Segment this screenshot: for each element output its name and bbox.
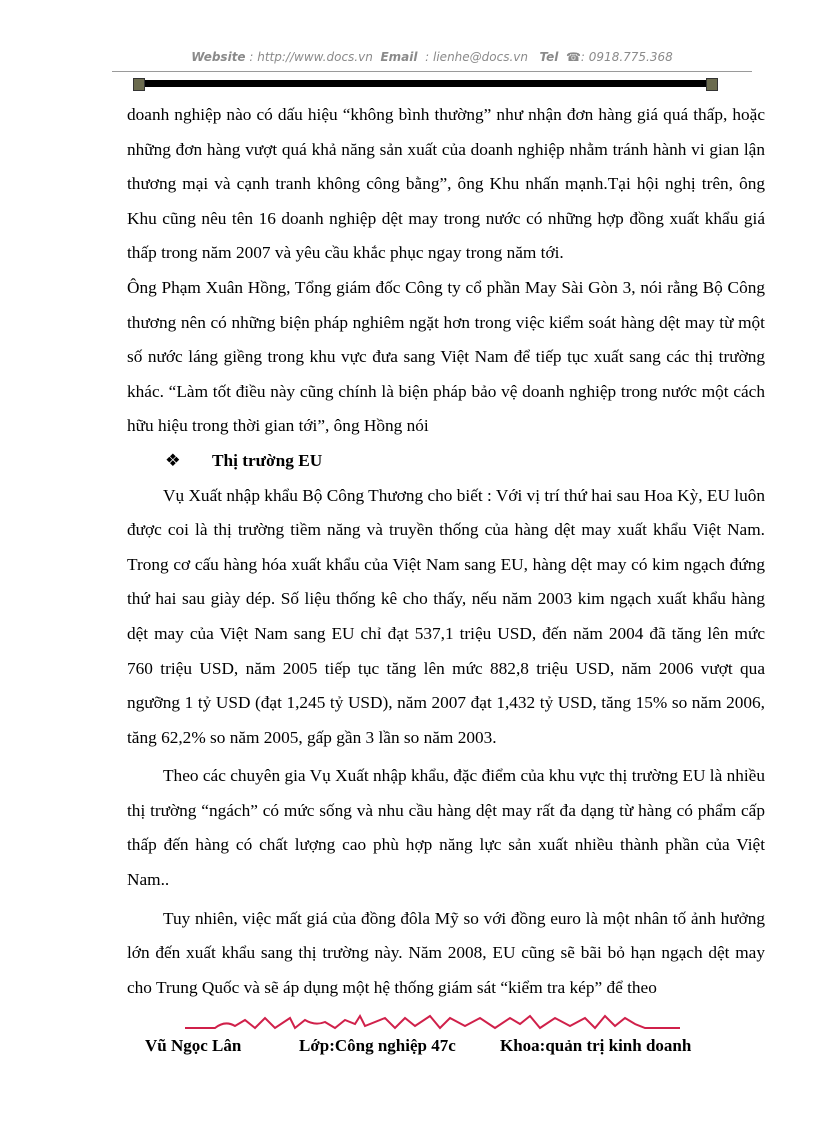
website-label: Website	[191, 50, 246, 64]
bar-knob-right	[706, 78, 718, 91]
footer-faculty: Khoa:quản trị kinh doanh	[500, 1036, 692, 1055]
paragraph: Vụ Xuất nhập khẩu Bộ Công Thương cho biết : Với vị trí thứ hai sau Hoa Kỳ, EU luôn được coi là thị trường tiềm năng và truyền thống của hàng dệt may xuất khẩu Việt Nam. Trong cơ cấu hàng hóa xuất khẩu của Việt Nam sang EU, hàng dệt may có kim ngạch đứng thứ hai sau giày dép. Số liệu thống kê cho thấy, nếu năm 2003 kim ngạch xuất khẩu hàng dệt may của Việt Nam sang EU chỉ đạt 537,1 triệu USD, đến năm 2004 đã tăng lên mức 760 triệu USD, năm 2005 tiếp tục tăng lên mức 882,8 triệu USD, năm 2006 vượt qua ngưỡng 1 tỷ USD (đạt 1,245 tỷ USD), năm 2007 đạt 1,432 tỷ USD, tăng 15% so năm 2006, tăng 62,2% so năm 2005, gấp gần 3 lần so năm 2003.	[127, 485, 765, 747]
section-heading	[127, 444, 765, 479]
footer-decoration-icon	[185, 1012, 685, 1034]
email-label: Email	[380, 50, 418, 64]
paragraph: Ông Phạm Xuân Hồng, Tổng giám đốc Công ty cổ phần May Sài Gòn 3, nói rằng Bộ Công thương nên có những biện pháp nghiêm ngặt hơn trong việc kiểm soát hàng dệt may từ một số nước láng giềng trong khu vực đưa sang Việt Nam để tiếp tục xuất sang các thị trường khác. “Làm tốt điều này cũng chính là biện pháp bảo vệ doanh nghiệp trong nước một cách hữu hiệu trong thời gian tới”, ông Hồng nói	[127, 277, 765, 436]
diamond-bullet-icon: ❖	[165, 450, 181, 470]
header-bar	[138, 80, 718, 87]
paragraph: doanh nghiệp nào có dấu hiệu “không bình thường” như nhận đơn hàng giá quá thấp, hoặc những đơn hàng vượt quá khả năng sản xuất của doanh nghiệp nhằm tránh hành vi gian lận thương mại và cạnh tranh không công bằng”, ông Khu nhấn mạnh.Tại hội nghị trên, ông Khu cũng nêu tên 16 doanh nghiệp dệt may trong nước có những hợp đồng xuất khẩu giá thấp trong năm 2007 và yêu cầu khắc phục ngay trong năm tới.	[127, 105, 765, 263]
document-body	[127, 98, 765, 1005]
page-header	[112, 50, 752, 64]
tel-number: ☎: 0918.775.368	[565, 50, 673, 64]
footer-class: Lớp:Công nghiệp 47c	[299, 1036, 456, 1055]
tel-label: Tel	[539, 50, 559, 64]
footer-author: Vũ Ngọc Lân	[145, 1036, 242, 1055]
website-url: : http://www.docs.vn	[249, 50, 373, 64]
header-divider	[112, 71, 752, 72]
email-address: : lienhe@docs.vn	[425, 50, 528, 64]
paragraph: Theo các chuyên gia Vụ Xuất nhập khẩu, đặc điểm của khu vực thị trường EU là nhiều thị trường “ngách” có mức sống và nhu cầu hàng dệt may rất đa dạng từ hàng có phẩm cấp thấp đến hàng có chất lượng cao phù hợp năng lực sản xuất nhiều thành phần của Việt Nam..	[127, 766, 765, 890]
heading-text: Thị trường EU	[212, 450, 323, 470]
paragraph: Tuy nhiên, việc mất giá của đồng đôla Mỹ so với đồng euro là một nhân tố ảnh hưởng lớn đến xuất khẩu sang thị trường này. Năm 2008, EU cũng sẽ bãi bỏ hạn ngạch dệt may cho Trung Quốc và sẽ áp dụng một hệ thống giám sát “kiểm tra kép” để theo	[127, 908, 765, 997]
bar-knob-left	[133, 78, 145, 91]
